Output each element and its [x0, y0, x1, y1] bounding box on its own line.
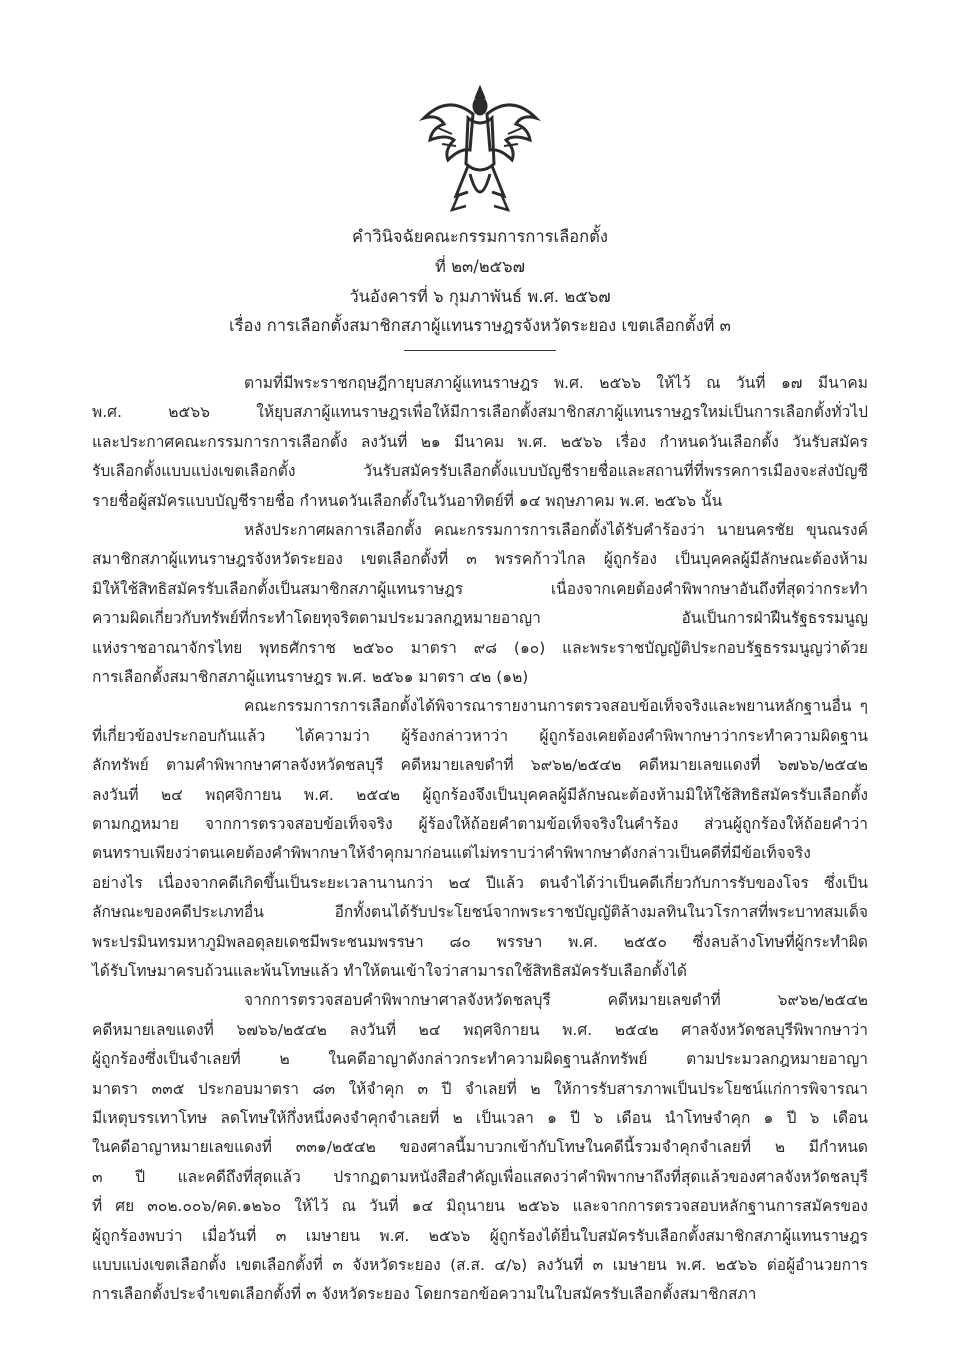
paragraph-line: ลงวันที่ ๒๔ พฤศจิกายน พ.ศ. ๒๕๔๒ ผู้ถูกร้องจึงเป็นบุคคลผู้มีลักษณะต้องห้ามมิให้ใช้สิทธิสมัครรับเลือกตั้ง [92, 785, 868, 804]
paragraph-line: ลักทรัพย์ ตามคำพิพากษาศาลจังหวัดชลบุรี คดีหมายเลขดำที่ ๖๙๖๒/๒๕๔๒ คดีหมายเลขแดงที่ ๖๗๖๖/๒๕๔๒ [92, 756, 868, 775]
paragraph-line: ในคดีอาญาหมายเลขแดงที่ ๓๓๑/๒๕๔๒ ของศาลนี้มาบวกเข้ากับโทษในคดีนี้รวมจำคุกจำเลยที่ ๒ มีกำหนด [92, 1138, 868, 1157]
paragraph-line: การเลือกตั้งสมาชิกสภาผู้แทนราษฎร พ.ศ. ๒๕๖๑ มาตรา ๔๒ (๑๒) [92, 668, 529, 686]
paragraph-line: รับเลือกตั้งแบบแบ่งเขตเลือกตั้ง วันรับสมัครรับเลือกตั้งแบบบัญชีรายชื่อและสถานที่ที่พรรคการเมืองจะส่งบัญชี [92, 462, 868, 481]
paragraph-line: มาตรา ๓๓๕ ประกอบมาตรา ๘๓ ให้จำคุก ๓ ปี จำเลยที่ ๒ ให้การรับสารภาพเป็นประโยชน์แก่การพิจารณา [92, 1079, 868, 1098]
paragraph-line: แบบแบ่งเขตเลือกตั้ง เขตเลือกตั้งที่ ๓ จังหวัดระยอง (ส.ส. ๔/๖) ลงวันที่ ๓ เมษายน พ.ศ. ๒๕๖๖ ต่อผู้อำนวยการ [92, 1256, 868, 1274]
paragraph-line: ผู้ถูกร้องซึ่งเป็นจำเลยที่ ๒ ในคดีอาญาดังกล่าวกระทำความผิดฐานลักทรัพย์ ตามประมวลกฎหมายอาญา [92, 1050, 868, 1069]
ruling-date: วันอังคารที่ ๖ กุมภาพันธ์ พ.ศ. ๒๕๖๗ [349, 287, 611, 306]
paragraph-line: อย่างไร เนื่องจากคดีเกิดขึ้นเป็นระยะเวลานานกว่า ๒๔ ปีแล้ว ตนจำได้ว่าเป็นคดีเกี่ยวกับการรับของโจร ซึ่งเป็น [92, 873, 868, 892]
paragraph-line: หลังประกาศผลการเลือกตั้ง คณะกรรมการการเลือกตั้งได้รับคำร้องว่า นายนครชัย ขุนณรงค์ [244, 521, 868, 539]
paragraph-line: จากการตรวจสอบคำพิพากษาศาลจังหวัดชลบุรี คดีหมายเลขดำที่ ๖๙๖๒/๒๕๔๒ [244, 991, 868, 1010]
paragraph-line: ที่เกี่ยวข้องประกอบกันแล้ว ได้ความว่า ผู้ร้องกล่าวหาว่า ผู้ถูกร้องเคยต้องคำพิพากษาว่ากระทำความผิดฐาน [92, 726, 868, 745]
ruling-title: คำวินิจฉัยคณะกรรมการการเลือกตั้ง [352, 227, 608, 246]
ruling-subject: เรื่อง การเลือกตั้งสมาชิกสภาผู้แทนราษฎรจังหวัดระยอง เขตเลือกตั้งที่ ๓ [229, 316, 731, 335]
paragraph-line: พ.ศ. ๒๕๖๖ ให้ยุบสภาผู้แทนราษฎรเพื่อให้มีการเลือกตั้งสมาชิกสภาผู้แทนราษฎรใหม่เป็นการเลือกตั้งทั่วไป [92, 403, 868, 422]
paragraph-line: รายชื่อผู้สมัครแบบบัญชีรายชื่อ กำหนดวันเลือกตั้งในวันอาทิตย์ที่ ๑๔ พฤษภาคม พ.ศ. ๒๕๖๖ นั้น [92, 491, 723, 510]
paragraph-line: ตามที่มีพระราชกฤษฎีกายุบสภาผู้แทนราษฎร พ.ศ. ๒๕๖๖ ให้ไว้ ณ วันที่ ๑๗ มีนาคม [244, 374, 868, 392]
paragraph-line: คณะกรรมการการเลือกตั้งได้พิจารณารายงานการตรวจสอบข้อเท็จจริงและพยานหลักฐานอื่น ๆ [244, 697, 868, 716]
paragraph-line: ๓ ปี และคดีถึงที่สุดแล้ว ปรากฏตามหนังสือสำคัญเพื่อแสดงว่าคำพิพากษาถึงที่สุดแล้วของศาลจังหวัดชลบุรี [92, 1167, 868, 1186]
paragraph-line: ตนทราบเพียงว่าตนเคยต้องคำพิพากษาให้จำคุกมาก่อนแต่ไม่ทราบว่าคำพิพากษาดังกล่าวเป็นคดีที่มีข้อเท็จจริง [92, 844, 811, 863]
paragraph-line: ลักษณะของคดีประเภทอื่น อีกทั้งตนได้รับประโยชน์จากพระราชบัญญัติล้างมลทินในวโรกาสที่พระบาทสมเด็จ [92, 903, 868, 922]
paragraph-line: มีเหตุบรรเทาโทษ ลดโทษให้กึ่งหนึ่งคงจำคุกจำเลยที่ ๒ เป็นเวลา ๑ ปี ๖ เดือน นำโทษจำคุก ๑ ปี ๖ เดือน [92, 1109, 868, 1127]
paragraph-line: และประกาศคณะกรรมการการเลือกตั้ง ลงวันที่ ๒๑ มีนาคม พ.ศ. ๒๕๖๖ เรื่อง กำหนดวันเลือกตั้ง วันรับสมัคร [92, 432, 868, 451]
paragraph-line: ที่ ศย ๓๐๒.๐๐๖/คด.๑๒๖๐ ให้ไว้ ณ วันที่ ๑๔ มิถุนายน ๒๕๖๖ และจากการตรวจสอบหลักฐานการสมัครของ [92, 1197, 868, 1216]
paragraph-line: ได้รับโทษมาครบถ้วนและพ้นโทษแล้ว ทำให้ตนเข้าใจว่าสามารถใช้สิทธิสมัครรับเลือกตั้งได้ [92, 962, 687, 980]
paragraph-line: การเลือกตั้งประจำเขตเลือกตั้งที่ ๓ จังหวัดระยอง โดยกรอกข้อความในใบสมัครรับเลือกตั้งสมาชิกสภา [92, 1285, 757, 1304]
paragraph-line: ผู้ถูกร้องพบว่า เมื่อวันที่ ๓ เมษายน พ.ศ. ๒๕๖๖ ผู้ถูกร้องได้ยื่นใบสมัครรับเลือกตั้งสมาชิกสภาผู้แทนราษฎร [92, 1226, 868, 1245]
header-divider [404, 350, 556, 351]
paragraph-line: พระปรมินทรมหาภูมิพลอดุลยเดชมีพระชนมพรรษา ๘๐ พรรษา พ.ศ. ๒๕๕๐ ซึ่งลบล้างโทษที่ผู้กระทำผิด [92, 932, 868, 951]
paragraph-line: คดีหมายเลขแดงที่ ๖๗๖๖/๒๕๔๒ ลงวันที่ ๒๔ พฤศจิกายน พ.ศ. ๒๕๔๒ ศาลจังหวัดชลบุรีพิพากษาว่า [92, 1020, 868, 1039]
paragraph-line: ความผิดเกี่ยวกับทรัพย์ที่กระทำโดยทุจริตตามประมวลกฎหมายอาญา อันเป็นการฝ่าฝืนรัฐธรรมนูญ [92, 609, 868, 628]
paragraph-line: มิให้ใช้สิทธิสมัครรับเลือกตั้งเป็นสมาชิกสภาผู้แทนราษฎร เนื่องจากเคยต้องคำพิพากษาอันถึงที่สุดว่ากระทำ [92, 579, 868, 598]
ruling-number: ที่ ๒๓/๒๕๖๗ [434, 257, 526, 276]
paragraph-line: ตามกฎหมาย จากการตรวจสอบข้อเท็จจริง ผู้ร้องให้ถ้อยคำตามข้อเท็จจริงในคำร้อง ส่วนผู้ถูกร้องให้ถ้อยคำว่า [92, 815, 868, 833]
paragraph-line: แห่งราชอาณาจักรไทย พุทธศักราช ๒๕๖๐ มาตรา ๙๘ (๑๐) และพระราชบัญญัติประกอบรัฐธรรมนูญว่าด้วย [92, 638, 868, 657]
garuda-emblem-icon [418, 84, 542, 216]
paragraph-line: สมาชิกสภาผู้แทนราษฎรจังหวัดระยอง เขตเลือกตั้งที่ ๓ พรรคก้าวไกล ผู้ถูกร้อง เป็นบุคคลผู้มีลักษณะต้องห้าม [92, 550, 868, 569]
